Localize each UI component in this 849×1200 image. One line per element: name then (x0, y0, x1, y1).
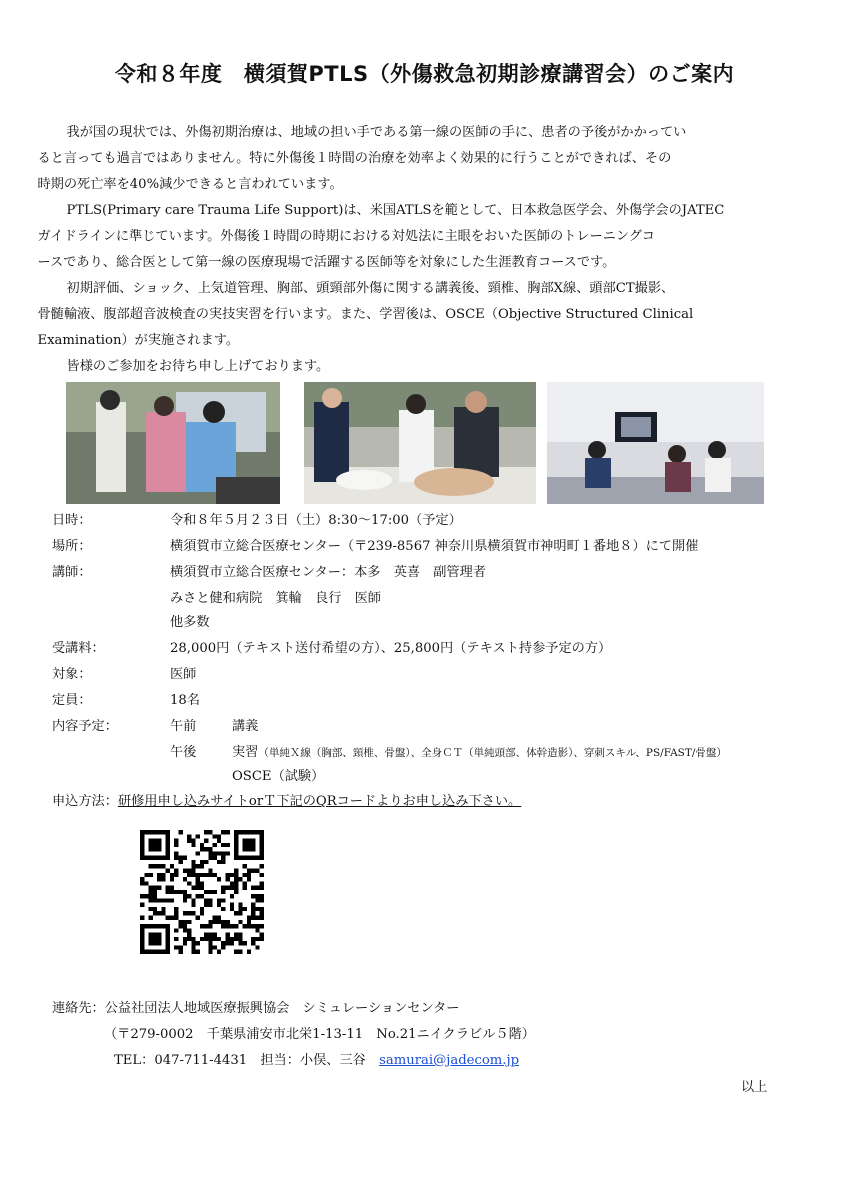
intro-line: PTLS(Primary care Trauma Life Support)は、米国ATLSを範として、日本救急医学会、外傷学会のJATEC (66, 203, 725, 218)
fee-value: 28,000円（テキスト送付希望の方）、25,800円（テキスト持参予定の方） (170, 641, 612, 656)
date-label: 日時： (52, 513, 92, 528)
apply-method (52, 790, 521, 809)
intro-line: 骨髄輸液、腹部超音波検査の実技実習を行います。また、学習後は、OSCE（Objective Structured Clinical (37, 307, 694, 322)
intro-paragraph-2 (37, 198, 800, 276)
intro-paragraph-1 (37, 120, 800, 198)
date-value: 令和８年５月２３日（土）8:30～17:00（予定） (170, 513, 462, 528)
qr-code-image (140, 830, 264, 954)
pm-label: 午後 (170, 745, 197, 760)
contact-address: （〒279-0002 千葉県浦安市北栄1-13-11 No.21ニイクラビル５階） (104, 1027, 535, 1042)
am-label: 午前 (170, 719, 197, 734)
target-value: 医師 (170, 667, 197, 682)
osce-value: OSCE（試験） (232, 769, 325, 784)
intro-paragraph-4 (52, 354, 800, 380)
qr-code[interactable] (140, 830, 264, 954)
contact-line-1: 連絡先：公益社団法人地域医療振興協会 シミュレーションセンター (52, 1001, 460, 1016)
apply-label: 申込方法： (52, 794, 118, 809)
target-label: 対象： (52, 667, 92, 682)
pm-value-main: 実習 (232, 745, 259, 760)
training-photo-3 (547, 382, 764, 504)
intro-line: ガイドラインに準じています。外傷後１時間の時期における対処法に主眼をおいた医師のトレーニングコ (37, 229, 655, 244)
training-photo-1 (66, 382, 280, 504)
am-value: 講義 (232, 719, 259, 734)
intro-line: ースであり、総合医として第一線の医療現場で活躍する医師等を対象にした生涯教育コースです。 (37, 255, 616, 270)
lecturer-3: 他多数 (170, 615, 210, 630)
contact-tel: TEL：047-711-4431 担当：小俣、三谷 (114, 1053, 366, 1068)
lecturer-label: 講師： (52, 565, 92, 580)
place-label: 場所： (52, 539, 92, 554)
contact-tel-row (114, 1048, 519, 1074)
content-label: 内容予定： (52, 719, 118, 734)
contact-email-link[interactable]: samurai@jadecom.jp (379, 1053, 520, 1068)
intro-line: 時期の死亡率を40%減少できると言われています。 (37, 177, 343, 192)
document-title: 令和８年度 横須賀PTLS（外傷救急初期診療講習会）のご案内 (114, 62, 735, 86)
lecturer-1: 横須賀市立総合医療センター：本多 英喜 副管理者 (170, 565, 486, 580)
apply-link-text[interactable]: 研修用申し込みサイトorＴ下記のQRコードよりお申し込み下さい。 (117, 794, 522, 809)
pm-value (232, 740, 727, 766)
training-photo-2 (304, 382, 536, 504)
intro-section (37, 120, 800, 380)
intro-line: 初期評価、ショック、上気道管理、胸部、頭頸部外傷に関する講義後、頸椎、胸部X線、頭部CT撮影、 (66, 281, 675, 296)
lecturer-2: みさと健和病院 箕輪 良行 医師 (170, 591, 381, 606)
intro-line: 皆様のご参加をお待ち申し上げております。 (66, 359, 330, 374)
intro-paragraph-3 (37, 276, 800, 354)
capacity-value: 18名 (170, 693, 200, 708)
intro-line: ると言っても過言ではありません。特に外傷後１時間の治療を効率よく効果的に行うことができれば、その (37, 151, 672, 166)
closing-text: 以上 (741, 1080, 768, 1095)
place-value: 横須賀市立総合医療センター（〒239-8567 神奈川県横須賀市神明町１番地８）にて開催 (170, 539, 699, 554)
intro-line: Examination）が実施されます。 (37, 333, 240, 348)
fee-label: 受講料： (52, 641, 105, 656)
pm-value-detail: （単純Ｘ線（胸部、頸椎、骨盤）、全身ＣＴ（単純頭部、体幹造影）、穿刺スキル、PS/FAST/骨盤） (258, 747, 727, 759)
intro-line: 我が国の現状では、外傷初期治療は、地域の担い手である第一線の医師の手に、患者の予後がかかってい (66, 125, 687, 140)
capacity-label: 定員： (52, 693, 92, 708)
